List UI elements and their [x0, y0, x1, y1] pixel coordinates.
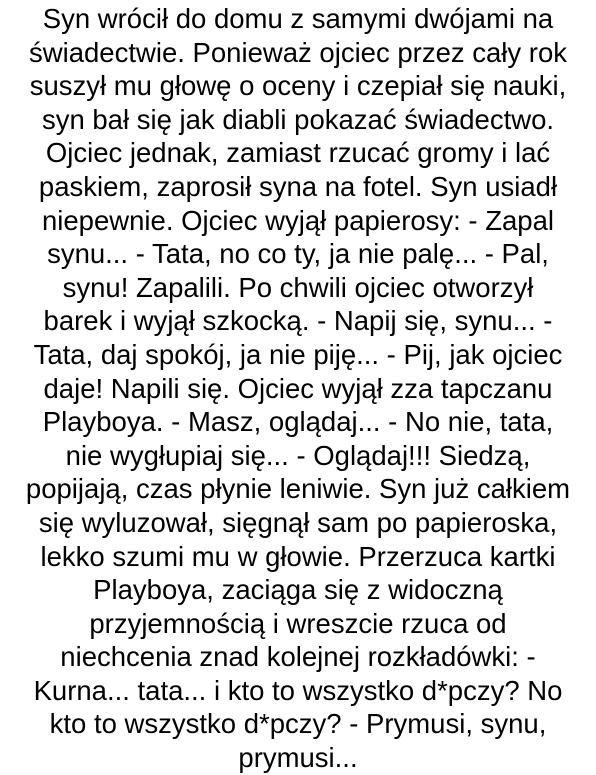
text-line	[0, 607, 596, 641]
text-line-content: synu... - Tata, no co ty, ja nie palę... - Pal,	[47, 238, 549, 270]
text-line	[0, 136, 596, 170]
text-line	[0, 405, 596, 439]
text-line-content: daje! Napili się. Ojciec wyjął zza tapczanu	[43, 372, 553, 404]
text-line	[0, 707, 596, 741]
text-line-content: Playboya. - Masz, oglądaj... - No nie, tata,	[42, 406, 554, 438]
text-line	[0, 506, 596, 540]
text-line	[0, 237, 596, 271]
text-line	[0, 204, 596, 238]
text-line-content: prymusi...	[238, 742, 358, 774]
text-line	[0, 103, 596, 137]
text-line	[0, 2, 596, 36]
text-line-content: niepewnie. Ojciec wyjął papierosy: - Zapal	[41, 204, 555, 236]
text-line-content: popijają, czas płynie leniwie. Syn już całkiem	[25, 473, 571, 505]
text-line-content: przyjemnością i wreszcie rzuca od	[89, 607, 507, 639]
text-line-content: paskiem, zaprosił syna na fotel. Syn usiadł	[38, 170, 558, 202]
text-line	[0, 271, 596, 305]
text-line	[0, 36, 596, 70]
text-line-content: kto to wszystko d*pczy? - Prymusi, synu,	[49, 708, 547, 740]
text-line	[0, 338, 596, 372]
text-line	[0, 69, 596, 103]
text-line	[0, 640, 596, 674]
text-line-content: lekko szumi mu w głowie. Przerzuca kartki	[40, 540, 556, 572]
text-line-content: Tata, daj spokój, ja nie piję... - Pij, jak ojciec	[33, 338, 563, 370]
text-line	[0, 372, 596, 406]
text-line-content: barek i wyjął szkocką. - Napij się, synu... -	[43, 305, 553, 337]
text-line-content: świadectwie. Ponieważ ojciec przez cały rok	[29, 36, 567, 68]
text-line-content: synu! Zapalili. Po chwili ojciec otworzył	[62, 271, 534, 303]
text-line	[0, 304, 596, 338]
text-line	[0, 170, 596, 204]
text-line-content: Playboya, zaciąga się z widoczną	[93, 574, 503, 606]
text-line-content: syn bał się jak diabli pokazać świadectwo.	[41, 103, 555, 135]
text-line	[0, 540, 596, 574]
text-line	[0, 472, 596, 506]
text-line-content: Syn wrócił do domu z samymi dwójami na	[42, 3, 554, 34]
text-line-content: Kurna... tata... i kto to wszystko d*pczy? No	[33, 674, 563, 706]
text-line-content: nie wygłupiaj się... - Oglądaj!!! Siedzą,	[65, 439, 531, 471]
text-line-content: suszył mu głowę o oceny i czepiał się nauki,	[29, 70, 567, 102]
text-line-content: Ojciec jednak, zamiast rzucać gromy i lać	[45, 137, 551, 169]
text-line-content: się wyluzował, sięgnął sam po papieroska,	[38, 506, 558, 538]
text-line	[0, 573, 596, 607]
text-line	[0, 741, 596, 775]
text-line-content: niechcenia znad kolejnej rozkładówki: -	[60, 641, 536, 673]
text-line	[0, 674, 596, 708]
text-line	[0, 439, 596, 473]
